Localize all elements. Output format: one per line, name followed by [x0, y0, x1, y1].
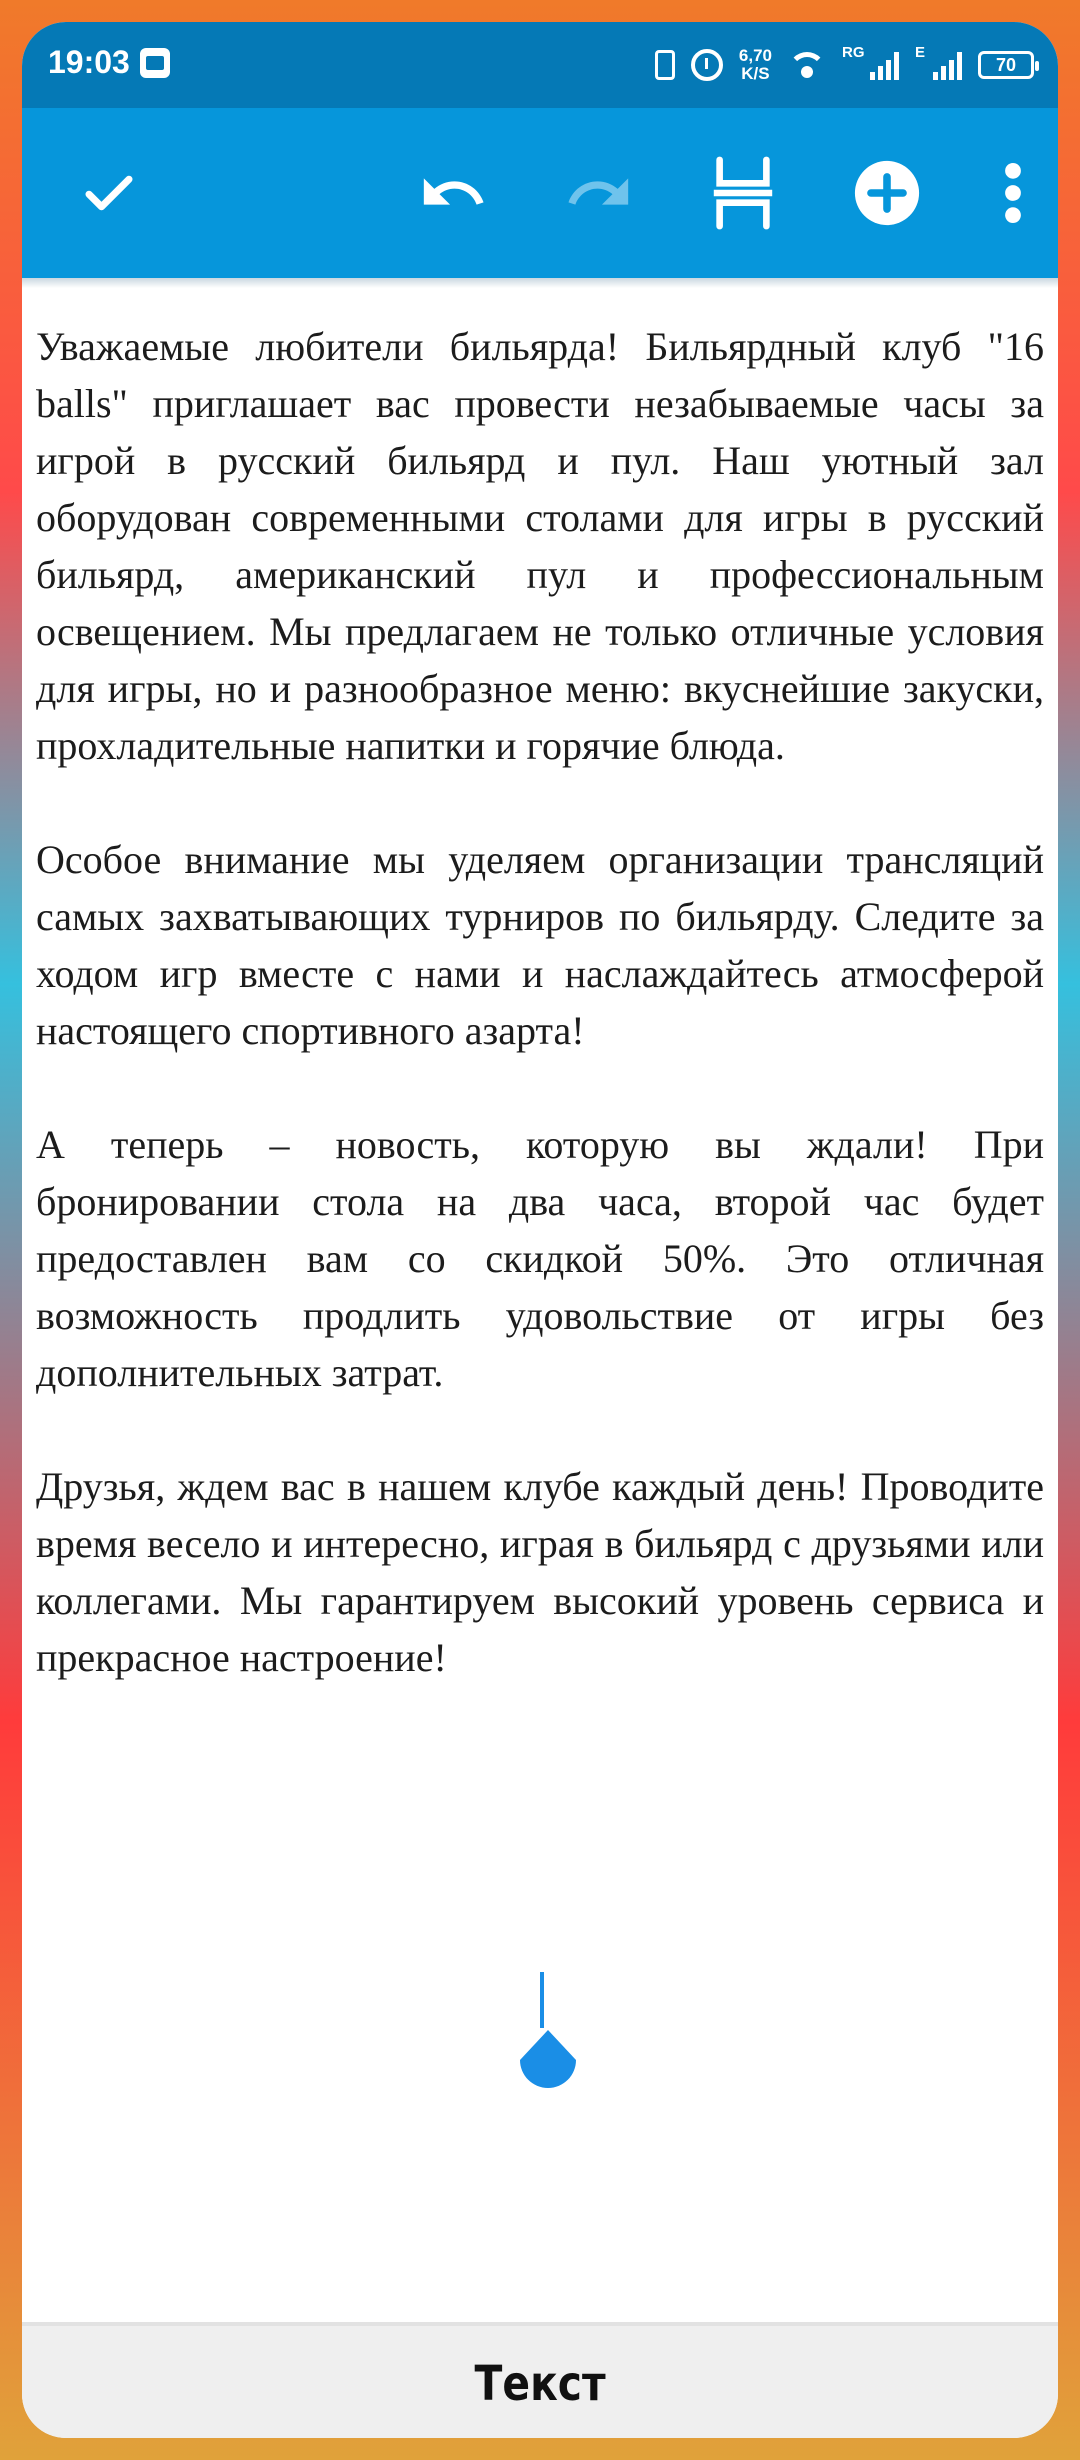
vibrate-icon: [655, 50, 675, 80]
phone-screen: [22, 22, 1058, 2438]
more-options-button[interactable]: [968, 108, 1058, 278]
signal-icon: [915, 44, 962, 80]
notification-app-icon: [140, 48, 170, 78]
bottom-bar: [22, 2322, 1058, 2438]
cursor-handle[interactable]: [518, 2030, 578, 2100]
add-button[interactable]: [832, 108, 942, 278]
status-bar: [22, 22, 1058, 108]
undo-icon: [418, 158, 488, 228]
page-layout-button[interactable]: [688, 108, 798, 278]
paragraph[interactable]: Друзья, ждем вас в нашем клубе каждый день! Проводите время весело и интересно, играя в бильярд с друзьями или коллегами. Мы гарантируем высокий уровень сервиса и прекрасное настроение!: [36, 1464, 1044, 1680]
network-speed-value: 6,70: [738, 46, 772, 65]
page-layout-icon: [711, 156, 775, 230]
more-vert-icon: [1003, 161, 1023, 225]
paragraph[interactable]: Уважаемые любители бильярда! Бильярдный клуб "16 balls" приглашает вас провести незабываемые часы за игрой в русский бильярд и пул. Наш уютный зал оборудован современными столами для игры в русский бильярд, американский пул и профессиональным освещением. Мы предлагаем не только отличные условия для игры, но и разнообразное меню: вкуснейшие закуски, прохладительные напитки и горячие блюда.: [36, 324, 1044, 768]
text-cursor: [540, 1972, 544, 2028]
check-icon: [79, 163, 139, 223]
document-editor[interactable]: [36, 318, 1044, 1743]
signal-tag: RG: [842, 44, 865, 61]
redo-icon: [564, 158, 634, 228]
signal-tag: E: [915, 44, 926, 61]
battery-level: 70: [995, 54, 1017, 75]
battery-icon: [978, 51, 1034, 79]
signal-icon: [842, 44, 899, 80]
paragraph[interactable]: Особое внимание мы уделяем организации трансляций самых захватывающих турниров по бильярду. Следите за ходом игр вместе с нами и наслаждайтесь атмосферой настоящего спортивного азарта!: [36, 837, 1044, 1053]
add-circle-icon: [852, 158, 922, 228]
bottom-bar-label[interactable]: Текст: [474, 2356, 606, 2412]
wifi-icon: [788, 52, 826, 78]
status-icons: [655, 42, 1034, 88]
network-speed: [739, 47, 772, 83]
confirm-button[interactable]: [54, 108, 164, 278]
redo-button[interactable]: [544, 108, 654, 278]
network-speed-unit: K/S: [741, 64, 770, 83]
paragraph[interactable]: А теперь – новость, которую вы ждали! При бронировании стола на два часа, второй час будет предоставлен вам со скидкой 50%. Это отличная возможность продлить удовольствие от игры без дополнительных затрат.: [36, 1122, 1044, 1395]
status-time: 19:03: [48, 44, 130, 80]
alarm-icon: [691, 49, 723, 81]
toolbar-shadow: [22, 278, 1058, 288]
undo-button[interactable]: [398, 108, 508, 278]
editor-toolbar: [22, 108, 1058, 278]
